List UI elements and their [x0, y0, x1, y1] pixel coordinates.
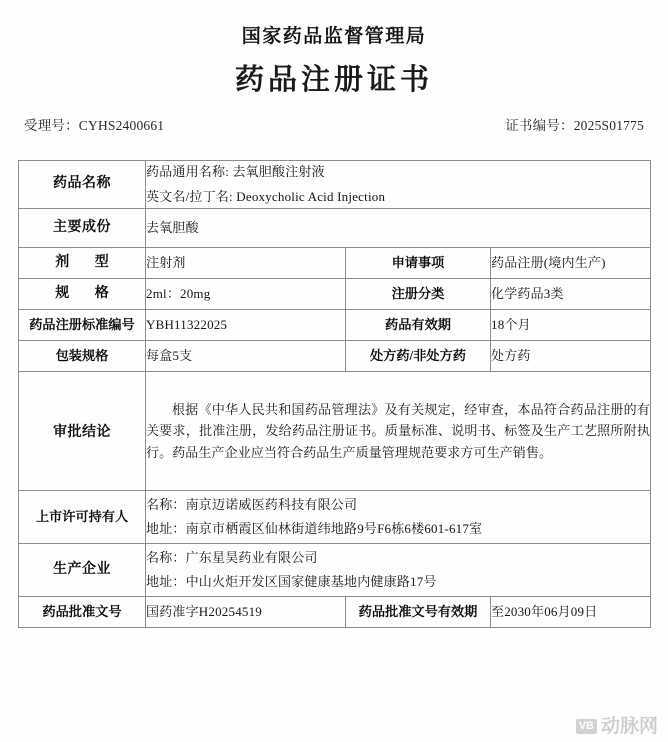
- value-specification: 2ml：20mg: [146, 279, 346, 310]
- value-manufacturer: [146, 544, 651, 597]
- label-main-ingredient: 主要成份: [19, 209, 146, 248]
- watermark-badge: VB: [576, 719, 597, 734]
- table-row-specification: [19, 279, 651, 310]
- watermark-text: 动脉网: [600, 716, 658, 737]
- manufacturer-address: 地址：中山火炬开发区国家健康基地内健康路17号: [146, 574, 437, 589]
- value-standard-number: YBH11322025: [146, 310, 346, 341]
- label-specification: 规 格: [19, 279, 146, 310]
- table-row-dosage-form: [19, 248, 651, 279]
- table-row-conclusion: [19, 372, 651, 491]
- value-prescription-type: 处方药: [491, 341, 651, 372]
- value-shelf-life: 18个月: [491, 310, 651, 341]
- table-row-approval-number: [19, 597, 651, 628]
- value-application-item: 药品注册(境内生产): [491, 248, 651, 279]
- table-row-standard-number: [19, 310, 651, 341]
- value-marketing-holder: [146, 491, 651, 544]
- site-watermark: [576, 717, 658, 736]
- value-approval-conclusion: 根据《中华人民共和国药品管理法》及有关规定，经审查，本品符合药品注册的有关要求，批准注册，发给药品注册证书。质量标准、说明书、标签及生产工艺照所附执行。药品生产企业应当符合药品生产质量管理规范要求方可生产销售。: [146, 372, 651, 491]
- manufacturer-name: 名称：广东星昊药业有限公司: [146, 549, 318, 565]
- table-row-drug-name: [19, 161, 651, 209]
- label-standard-number: 药品注册标准编号: [19, 310, 146, 341]
- table-row-manufacturer: [19, 544, 651, 597]
- label-dosage-form: 剂 型: [19, 248, 146, 279]
- value-registration-category: 化学药品3类: [491, 279, 651, 310]
- table-row-package-spec: [19, 341, 651, 372]
- holder-name: 名称：南京迈诺威医药科技有限公司: [146, 496, 358, 512]
- label-manufacturer: 生产企业: [19, 544, 146, 597]
- label-application-item: 申请事项: [346, 248, 491, 279]
- label-approval-validity: 药品批准文号有效期: [346, 597, 491, 628]
- holder-address: 地址：南京市栖霞区仙林街道纬地路9号F6栋6楼601-617室: [146, 521, 483, 536]
- label-drug-name: 药品名称: [19, 161, 146, 209]
- label-approval-number: 药品批准文号: [19, 597, 146, 628]
- issuing-agency-name: 国家药品监督管理局: [241, 26, 427, 47]
- label-approval-conclusion: 审批结论: [19, 372, 146, 491]
- value-approval-validity: 至2030年06月09日: [491, 597, 651, 628]
- value-approval-number: 国药准字H20254519: [146, 597, 346, 628]
- table-row-holder: [19, 491, 651, 544]
- label-registration-category: 注册分类: [346, 279, 491, 310]
- label-prescription-type: 处方药/非处方药: [346, 341, 491, 372]
- table-row-ingredient: [19, 209, 651, 248]
- label-marketing-holder: 上市许可持有人: [19, 491, 146, 544]
- value-drug-name: [146, 161, 651, 209]
- certificate-title: 药品注册证书: [234, 63, 433, 96]
- value-main-ingredient: 去氧胆酸: [146, 209, 651, 248]
- drug-latin-name: 英文名/拉丁名: Deoxycholic Acid Injection: [146, 188, 386, 204]
- identifier-row: [18, 114, 650, 134]
- certificate-table: [18, 160, 651, 628]
- label-shelf-life: 药品有效期: [346, 310, 491, 341]
- value-package-spec: 每盒5支: [146, 341, 346, 372]
- label-package-spec: 包装规格: [19, 341, 146, 372]
- document-header: [0, 0, 668, 98]
- certificate-number: 证书编号：2025S01775: [505, 118, 644, 134]
- acceptance-number: 受理号：CYHS2400661: [24, 118, 165, 134]
- value-dosage-form: 注射剂: [146, 248, 346, 279]
- drug-generic-name: 药品通用名称: 去氧胆酸注射液: [146, 164, 325, 180]
